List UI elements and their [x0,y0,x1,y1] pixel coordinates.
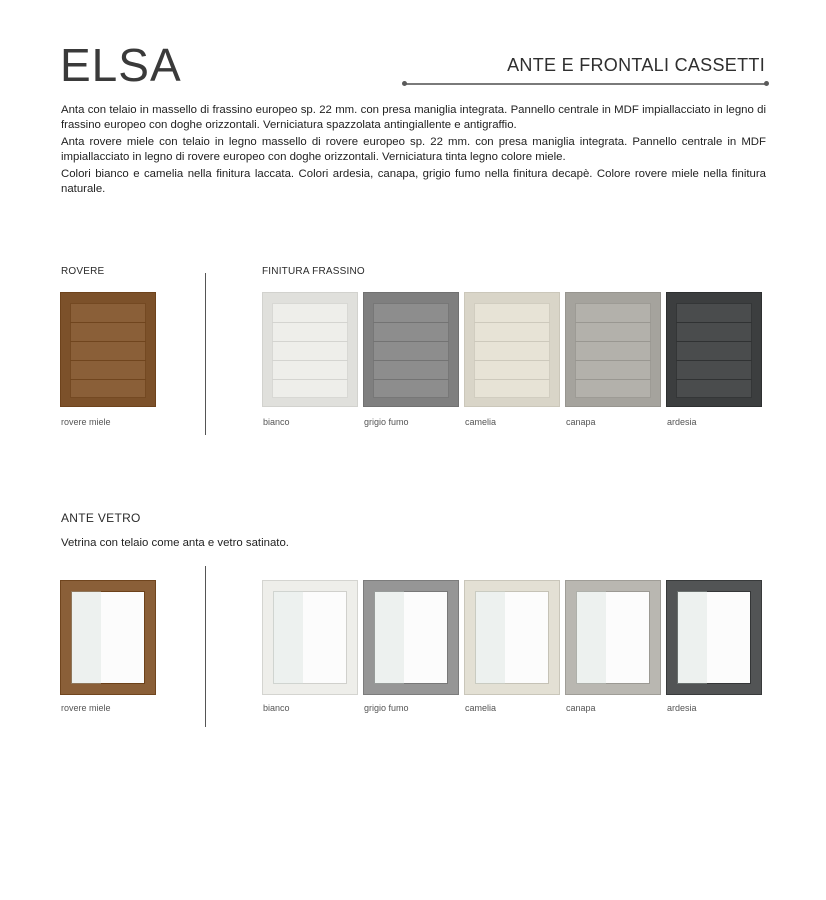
swatch-caption: rovere miele [61,703,111,713]
door-panel [272,303,348,398]
door-plank-line [373,360,449,361]
satin-glass-pane [374,591,448,684]
satin-glass-pane [677,591,751,684]
door-swatch-canapa[interactable] [565,292,661,407]
door-plank-line [575,341,651,342]
door-panel [373,303,449,398]
intro-paragraph-3: Colori bianco e camelia nella finitura laccata. Colori ardesia, canapa, grigio fumo nella finitura decapè. Colore rovere miele nella finitura naturale. [61,168,766,195]
rule-dot-right [764,81,769,86]
swatch-caption: canapa [566,417,596,427]
glass-reflection [374,591,404,684]
door-swatch-grigio-fumo[interactable] [363,292,459,407]
rule-dot-left [402,81,407,86]
door-plank-line [575,379,651,380]
door-plank-line [70,360,146,361]
glass-door-swatch-camelia[interactable] [464,580,560,695]
door-plank-line [272,341,348,342]
glass-reflection [475,591,505,684]
door-swatch-ardesia[interactable] [666,292,762,407]
door-panel [474,303,550,398]
intro-paragraph-1: Anta con telaio in massello di frassino europeo sp. 22 mm. con presa maniglia integrata. Pannello centrale in MDF impiallacciato in legno di frassino europeo con doghe orizzontali. Verniciatura spazzolata antingiallente e antigraffio. [61,104,766,131]
door-plank-line [474,341,550,342]
satin-glass-pane [576,591,650,684]
page-subtitle: ANTE E FRONTALI CASSETTI [507,55,765,75]
glass-door-swatch-canapa[interactable] [565,580,661,695]
door-plank-line [272,360,348,361]
glass-door-swatch-ardesia[interactable] [666,580,762,695]
section2-divider [205,566,206,727]
glass-door-swatch-bianco[interactable] [262,580,358,695]
satin-glass-pane [273,591,347,684]
finitura-frassino-label: FINITURA FRASSINO [262,266,365,277]
ante-vetro-description: Vetrina con telaio come anta e vetro satinato. [61,537,289,549]
glass-door-swatch-grigio-fumo[interactable] [363,580,459,695]
swatch-caption: canapa [566,703,596,713]
door-swatch-bianco[interactable] [262,292,358,407]
swatch-caption: bianco [263,417,290,427]
door-plank-line [676,379,752,380]
door-panel [575,303,651,398]
door-plank-line [575,360,651,361]
glass-reflection [576,591,606,684]
door-swatch-camelia[interactable] [464,292,560,407]
door-plank-line [373,379,449,380]
glass-reflection [273,591,303,684]
swatch-caption: rovere miele [61,417,111,427]
header-rule [405,83,767,85]
door-plank-line [70,322,146,323]
door-plank-line [676,322,752,323]
door-plank-line [676,341,752,342]
glass-reflection [677,591,707,684]
door-plank-line [272,379,348,380]
ante-vetro-heading: ANTE VETRO [61,511,141,525]
door-plank-line [272,322,348,323]
door-plank-line [474,379,550,380]
door-plank-line [70,341,146,342]
swatch-caption: camelia [465,417,497,427]
swatch-caption: ardesia [667,417,697,427]
swatch-caption: camelia [465,703,497,713]
swatch-caption: ardesia [667,703,697,713]
door-plank-line [575,322,651,323]
door-swatch-rovere-miele[interactable] [60,292,156,407]
door-panel [70,303,146,398]
door-plank-line [474,360,550,361]
door-plank-line [676,360,752,361]
swatch-caption: grigio fumo [364,417,409,427]
page-title: ELSA [60,39,182,91]
swatch-caption: grigio fumo [364,703,409,713]
glass-door-swatch-rovere-miele[interactable] [60,580,156,695]
swatch-caption: bianco [263,703,290,713]
door-panel [676,303,752,398]
door-plank-line [373,322,449,323]
rovere-label: ROVERE [61,266,105,277]
satin-glass-pane [475,591,549,684]
door-plank-line [474,322,550,323]
door-plank-line [70,379,146,380]
section1-divider [205,273,206,435]
glass-reflection [71,591,101,684]
intro-paragraph-2: Anta rovere miele con telaio in legno massello di rovere europeo sp. 22 mm. con presa maniglia integrata. Pannello centrale in MDF impiallacciato in legno di rovere europeo con doghe orizzontali. Verniciatura tinta legno colore miele. [61,136,766,163]
satin-glass-pane [71,591,145,684]
door-plank-line [373,341,449,342]
